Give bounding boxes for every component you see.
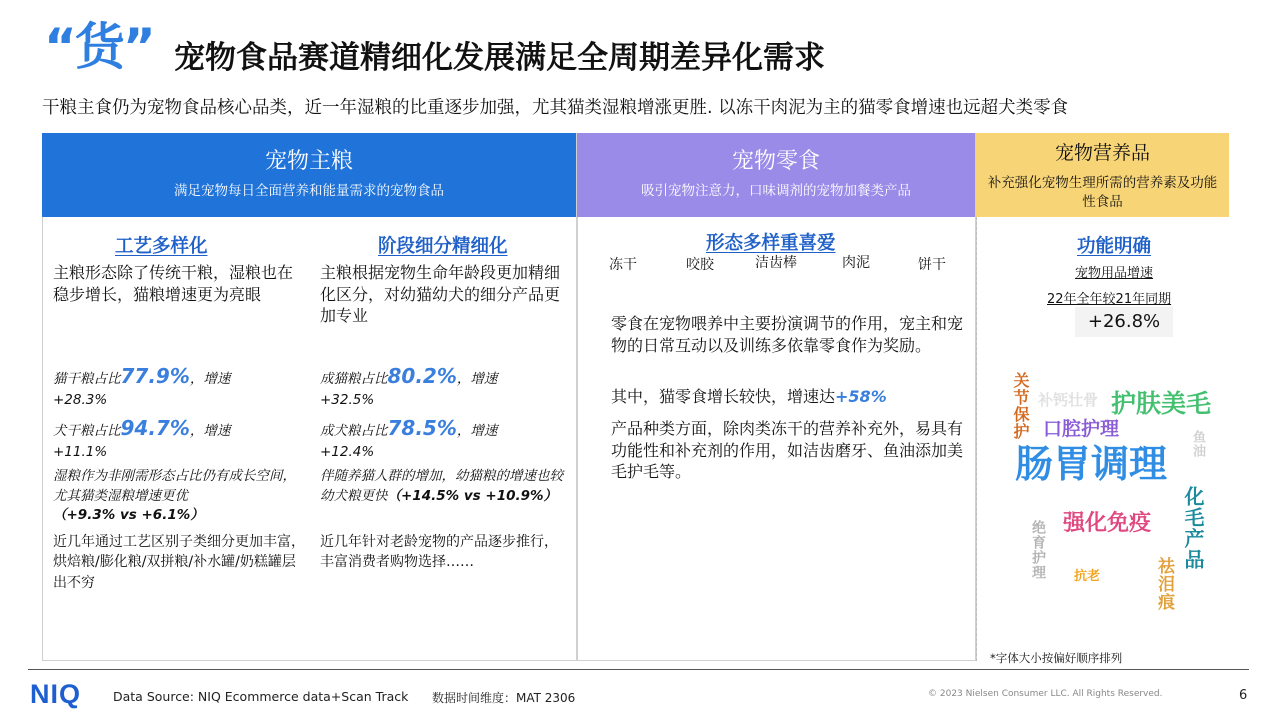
snack-header — [577, 133, 975, 217]
adult-cat-growth-label: ，增速 — [456, 371, 498, 387]
snack-product-text: 产品种类方面，除肉类冻干的营养补充外，易具有功能性和补充剂的作用，如洁齿磨牙、鱼油添加美毛护毛等。 — [611, 419, 964, 482]
wet-food-note-text: 湿粮作为非刚需形态占比仍有成长空间，尤其猫类湿粮增速更优 — [53, 468, 296, 504]
craft-intro-text: 主粮形态除了传统干粮，湿粮也在稳步增长，猫粮增速更为亮眼 — [53, 263, 294, 304]
dog-dry-growth: +11.1% — [53, 444, 108, 460]
cat-dry-label: 猫干粮占比 — [53, 371, 121, 387]
kitten-growth-compare: （+14.5% vs +10.9%） — [387, 487, 558, 504]
dog-dry-share: 94.7% — [120, 416, 190, 440]
life-stage-intro-text: 主粮根据宠物生命年龄段更加精细化区分，对幼猫幼犬的细分产品更加专业 — [320, 263, 561, 326]
dog-dry-label: 犬干粮占比 — [53, 423, 121, 439]
word-cloud-term: 祛泪痕 — [1154, 557, 1174, 611]
snack-form-item: 洁齿棒 — [755, 255, 797, 271]
supplement-description: 补充强化宠物生理所需的营养素及功能性食品 — [987, 174, 1218, 211]
footer-divider — [28, 669, 1249, 670]
adult-cat-growth: +32.5% — [320, 392, 375, 408]
snack-form-item: 冻干 — [609, 257, 637, 273]
word-cloud-term: 化毛产品 — [1181, 486, 1205, 570]
word-cloud-term: 抗老 — [1074, 569, 1101, 584]
dog-dry-stat — [53, 414, 303, 463]
craft-diversity-heading: 工艺多样化 — [115, 236, 208, 257]
word-cloud-term: 绝育护理 — [1030, 520, 1046, 580]
cat-dry-share: 77.9% — [120, 364, 190, 388]
copyright-text: © 2023 Nielsen Consumer LLC. All Rights Reserved. — [928, 689, 1163, 699]
cat-snack-growth-value: +58% — [835, 387, 887, 406]
adult-cat-label: 成猫粮占比 — [320, 371, 388, 387]
column-divider — [976, 217, 977, 661]
cat-snack-growth-text — [611, 386, 963, 408]
word-cloud-term: 鱼油 — [1190, 430, 1205, 458]
snack-forms-heading: 形态多样重喜爱 — [706, 233, 836, 254]
dog-dry-growth-label: ，增速 — [189, 423, 231, 439]
supplement-growth-label: 宠物用品增速 — [1075, 266, 1154, 281]
word-cloud-footnote: *字体大小按偏好顺序排列 — [990, 651, 1123, 665]
data-period-text: 数据时间维度：MAT 2306 — [432, 691, 576, 705]
supplement-growth-value: +26.8% — [1075, 307, 1173, 337]
life-stage-heading: 阶段细分精细化 — [378, 236, 508, 257]
adult-cat-share: 80.2% — [387, 364, 457, 388]
data-source-text: Data Source: NIQ Ecommerce data+Scan Track — [113, 689, 409, 704]
snack-title: 宠物零食 — [731, 149, 820, 174]
wet-food-growth-compare: （+9.3% vs +6.1%） — [53, 507, 204, 524]
staple-title: 宠物主粮 — [264, 149, 353, 174]
quote-tag: “货” — [44, 18, 154, 76]
cat-snack-growth-label: 其中，猫零食增长较快，增速达 — [611, 387, 836, 406]
adult-dog-growth-label: ，增速 — [456, 423, 498, 439]
snack-form-item: 肉泥 — [842, 255, 870, 271]
niq-logo: NIQ — [30, 679, 82, 709]
adult-dog-label: 成犬粮占比 — [320, 423, 388, 439]
snack-role-text: 零食在宠物喂养中主要扮演调节的作用，宠主和宠物的日常互动以及训练多依靠零食作为奖励。 — [611, 314, 964, 355]
word-cloud-term: 肠胃调理 — [1015, 442, 1168, 486]
staple-description: 满足宠物每日全面营养和能量需求的宠物食品 — [174, 182, 444, 199]
snack-description: 吸引宠物注意力，口味调剂的宠物加餐类产品 — [641, 182, 911, 199]
adult-dog-share: 78.5% — [387, 416, 457, 440]
cat-dry-stat — [53, 362, 303, 411]
word-cloud-term: 补钙壮骨 — [1038, 391, 1099, 409]
craft-foot-text: 近几年通过工艺区别子类细分更加丰富，烘焙粮/膨化粮/双拼粮/补水罐/奶糕罐层出不穷 — [53, 534, 305, 591]
adult-cat-stat — [320, 362, 570, 411]
cat-dry-growth-label: ，增速 — [189, 371, 231, 387]
function-heading: 功能明确 — [1077, 236, 1152, 257]
kitten-growth-note — [320, 467, 570, 506]
staple-header — [42, 133, 576, 217]
wet-food-note — [53, 467, 303, 526]
kitten-growth-note-text: 伴随养猫人群的增加，幼猫粮的增速也较幼犬粮更快 — [320, 468, 563, 504]
supplement-title: 宠物营养品 — [1054, 142, 1150, 164]
life-stage-foot-text: 近几年针对老龄宠物的产品逐步推行，丰富消费者购物选择…… — [320, 534, 558, 571]
word-cloud-term: 护肤美毛 — [1111, 389, 1212, 418]
page-title: 宠物食品赛道精细化发展满足全周期差异化需求 — [174, 40, 825, 76]
word-cloud-term: 关节保护 — [1011, 372, 1030, 440]
cat-dry-growth: +28.3% — [53, 392, 108, 408]
page-subtitle: 干粮主食仍为宠物食品核心品类，近一年湿粮的比重逐步加强，尤其猫类湿粮增涨更胜. 以冻干肉泥为主的猫零食增速也远超犬类零食 — [42, 98, 1069, 118]
supplement-growth-period: 22年全年较21年同期 — [1047, 292, 1172, 307]
word-cloud-term: 强化免疫 — [1063, 511, 1152, 536]
snack-form-item: 咬胶 — [686, 257, 714, 273]
snack-form-item: 饼干 — [918, 257, 946, 273]
page-number: 6 — [1239, 688, 1248, 703]
adult-dog-stat — [320, 414, 570, 463]
adult-dog-growth: +12.4% — [320, 444, 375, 460]
supplement-header — [976, 133, 1229, 217]
word-cloud-term: 口腔护理 — [1043, 418, 1120, 440]
